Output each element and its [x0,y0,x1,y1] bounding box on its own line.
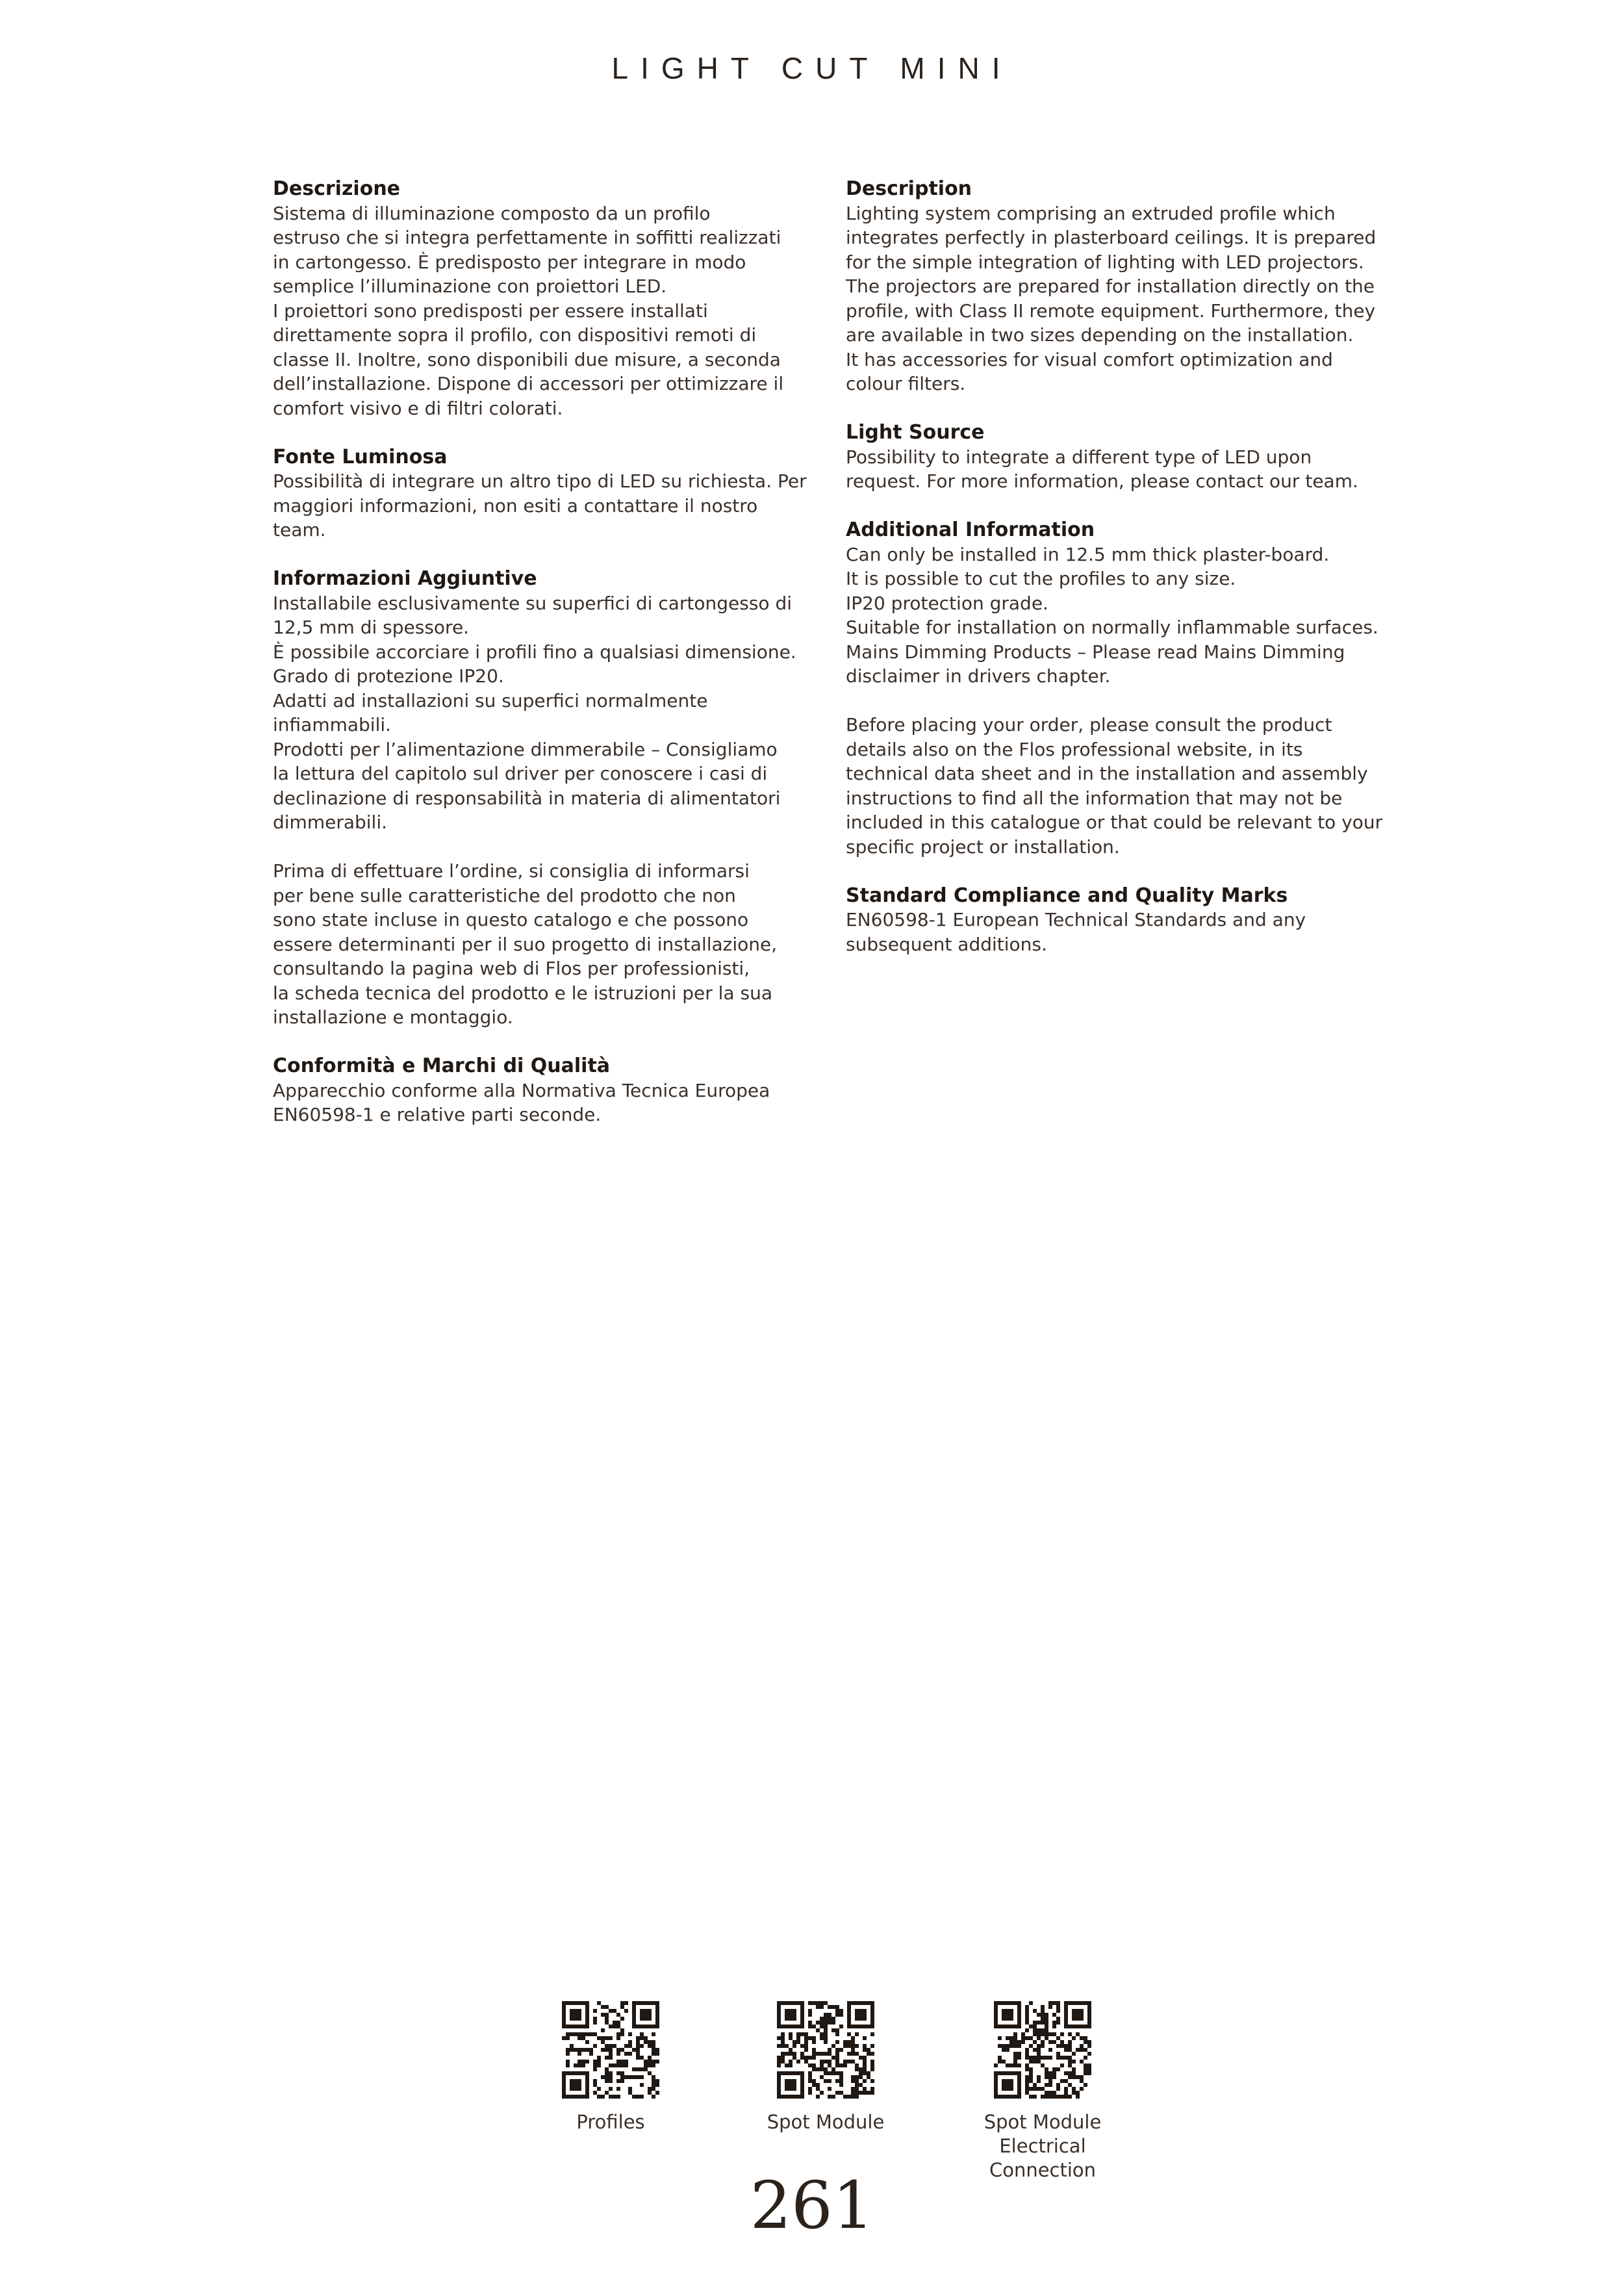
section-heading: Conformità e Marchi di Qualità [273,1054,611,1077]
page-number: 261 [750,2167,874,2243]
section-heading: Fonte Luminosa [273,445,448,468]
qr-spot-module[interactable] [735,2001,917,2134]
section-descrizione [273,177,812,420]
italian-column [273,177,812,1151]
section-body: Installabile esclusivamente su superfici di cartongesso di 12,5 mm di spessore. È possibile accorciare i profili fino a qualsiasi dimensione. Grado di protezione IP20. Adatti ad installazioni su superfici normalmente infiammabili. Prodotti per l’alimentazione dimmerabile – Consigliamo la lettura del capitolo sul driver per conoscere i casi di declinazione di responsabilità in materia di alimentatori dimmerabili. [273,592,796,833]
section-heading: Description [846,177,972,200]
section-ordering-note [273,859,812,1030]
section-body: Apparecchio conforme alla Normativa Tecnica Europea EN60598-1 e relative parti seconde. [273,1079,770,1125]
section-body: Possibility to integrate a different type of LED upon request. For more information, please contact our team. [846,446,1358,492]
section-body: Sistema di illuminazione composto da un profilo estruso che si integra perfettamente in soffitti realizzati in cartongesso. È predisposto per integrare in modo semplice l’illuminazione con proiettori LED. I proiettori sono predisposti per essere installati direttamente sopra il profilo, con dispositivi remoti di classe II. Inoltre, sono disponibili due misure, a seconda dell’installazione. Dispone di accessori per ottimizzare il comfort visivo e di filtri colorati. [273,202,784,419]
qr-label: Profiles [576,2111,645,2133]
page-title: LIGHT CUT MINI [611,51,1013,85]
section-body: Lighting system comprising an extruded profile which integrates perfectly in plasterboard ceilings. It is prepared for the simple integration of lighting with LED projectors. The projectors are prepared for installation directly on the profile, with Class II remote equipment. Furthermore, they are available in two sizes depending on the installation. It has accessories for visual comfort optimization and colour filters. [846,202,1377,394]
section-body: EN60598-1 European Technical Standards and any subsequent additions. [846,909,1306,955]
section-standard-compliance [846,884,1385,957]
section-heading: Standard Compliance and Quality Marks [846,884,1288,907]
section-heading: Informazioni Aggiuntive [273,567,537,590]
section-description [846,177,1385,396]
english-column [846,177,1385,981]
qr-label: Spot Module [767,2111,885,2133]
qr-label: Spot Module Electrical Connection [983,2111,1102,2181]
section-body: Can only be installed in 12.5 mm thick plaster-board. It is possible to cut the profiles to any size. IP20 protection grade. Suitable for installation on normally inflammable surfaces. Mains Dimming Products – Please read Mains Dimming disclaimer in drivers chapter. [846,543,1378,687]
qr-spot-module-electrical[interactable] [952,2001,1134,2182]
section-heading: Light Source [846,421,985,444]
qr-code-icon[interactable] [562,2001,659,2099]
section-fonte-luminosa [273,445,812,543]
section-heading: Additional Information [846,518,1095,541]
section-conformita [273,1054,812,1127]
section-body: Prima di effettuare l’ordine, si consiglia di informarsi per bene sulle caratteristiche del prodotto che non sono state incluse in questo catalogo e che possono essere determinanti per il suo progetto di installazione, consultando la pagina web di Flos per professionisti, la scheda tecnica del prodotto e le istruzioni per la sua installazione e montaggio. [273,860,778,1028]
section-body: Before placing your order, please consult the product details also on the Flos professional website, in its technical data sheet and in the installation and assembly instructions to find all the information that may not be included in this catalogue or that could be relevant to your specific project or installation. [846,714,1383,858]
section-additional-information [846,518,1385,689]
section-ordering-note [846,713,1385,859]
section-heading: Descrizione [273,177,401,200]
section-body: Possibilità di integrare un altro tipo di LED su richiesta. Per maggiori informazioni, non esiti a contattare il nostro team. [273,470,807,541]
section-informazioni-aggiuntive [273,567,812,835]
qr-code-icon[interactable] [994,2001,1091,2099]
qr-code-icon[interactable] [777,2001,874,2099]
qr-profiles[interactable] [520,2001,702,2134]
section-light-source [846,420,1385,494]
